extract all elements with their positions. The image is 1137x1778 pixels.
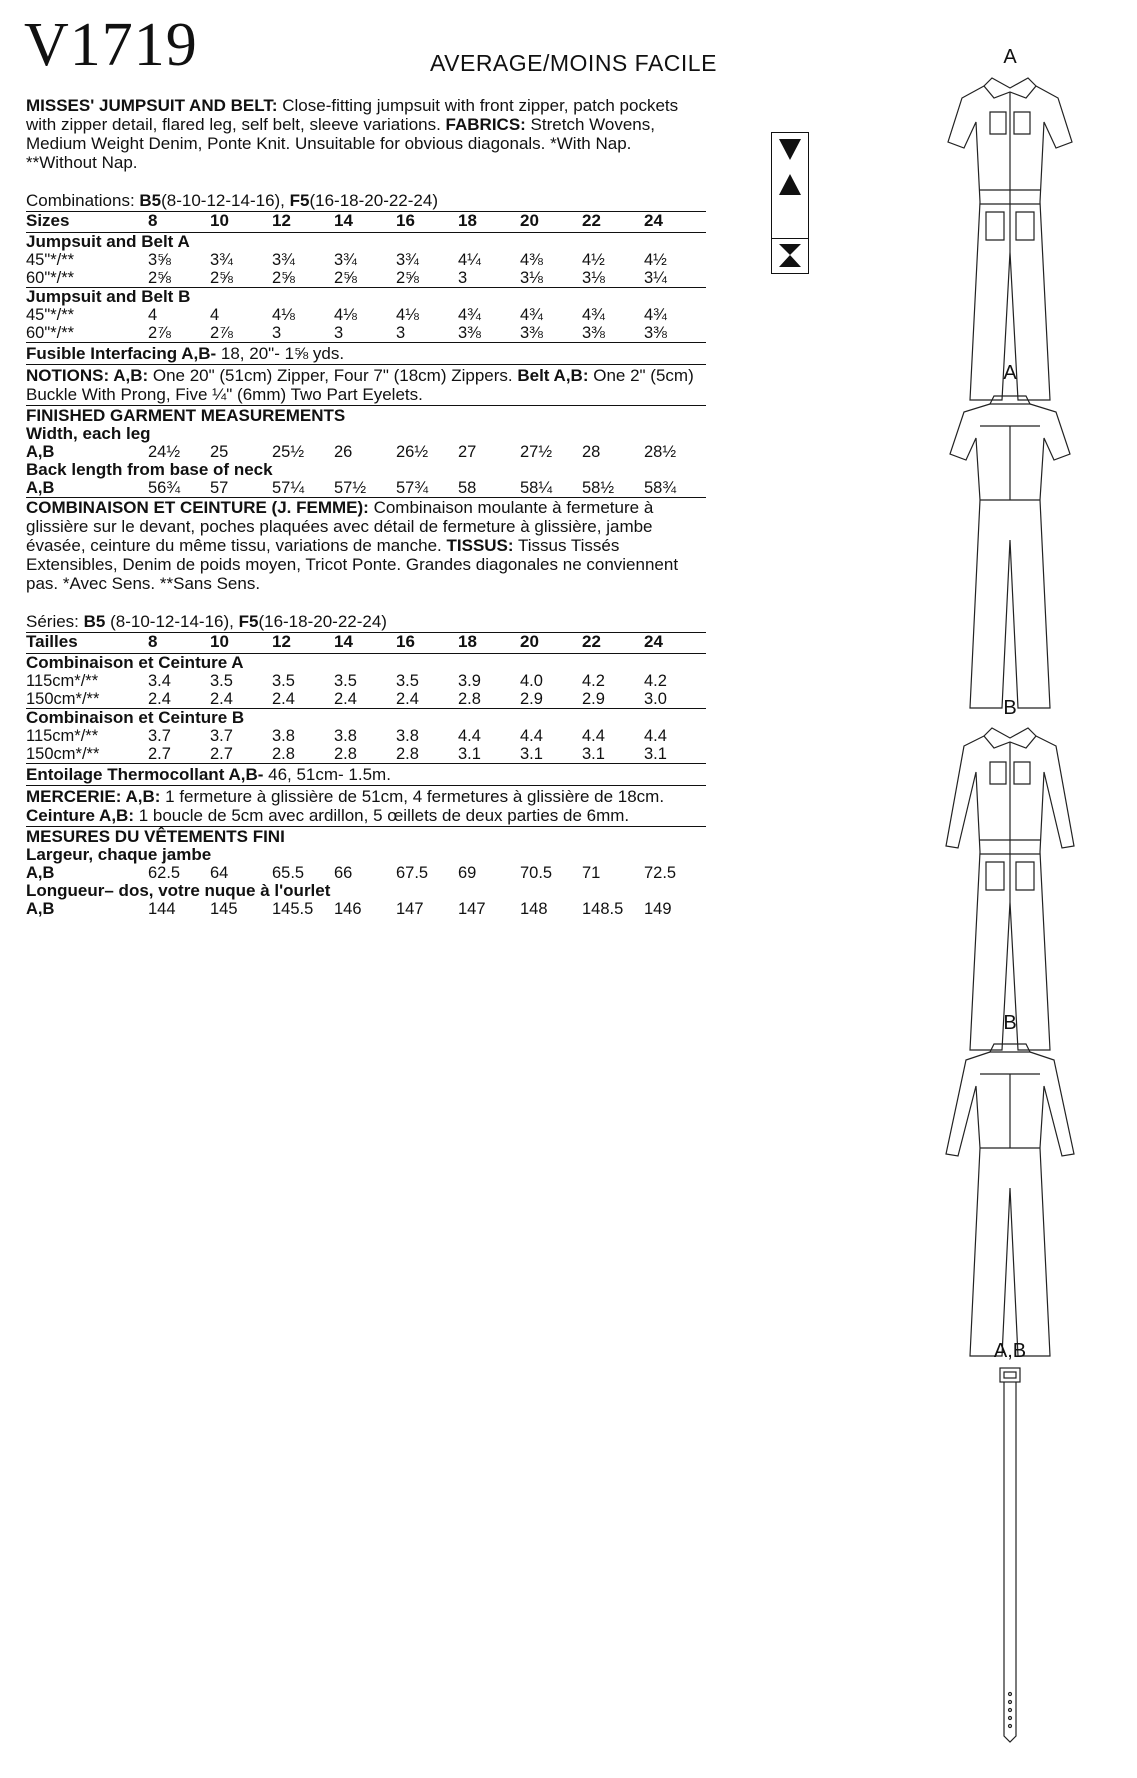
table-cell: 2.4: [334, 690, 396, 709]
row-label: A,B: [26, 443, 55, 461]
belt-notions-label: Ceinture A,B:: [26, 806, 134, 825]
combo-f5-sizes: (16-18-20-22-24): [258, 612, 387, 631]
garment-description: [26, 96, 706, 172]
fabrics-label: FABRICS:: [445, 115, 526, 134]
table-cell: 4¾: [582, 306, 605, 324]
length-title-row: [26, 461, 706, 479]
table-cell: 4¼: [458, 251, 481, 269]
table-row: [26, 690, 706, 709]
table-cell: 3: [396, 324, 458, 343]
table-cell: 2.8: [272, 745, 334, 764]
table-cell: 3¾: [334, 251, 357, 269]
view-a-back-illustration: [940, 390, 1080, 710]
fabrics-text: Tissus Tissés Extensibles, Denim de poids moyen, Tricot Ponte. Grandes diagonales ne conviennent pas. *Avec Sens. **Sans Sens.: [26, 536, 679, 593]
section-title: Width, each leg: [26, 424, 151, 443]
row-label: 150cm*/**: [26, 745, 148, 764]
table-cell: 147: [396, 900, 424, 918]
interfacing-line: [26, 764, 706, 786]
table-row: [26, 251, 706, 269]
table-cell: 72.5: [644, 864, 677, 882]
table-cell: 147: [458, 900, 486, 918]
table-cell: 2⅝: [334, 269, 396, 288]
table-cell: 2.4: [272, 690, 334, 709]
section-title: Jumpsuit and Belt A: [26, 232, 190, 251]
table-cell: 66: [334, 864, 353, 882]
english-section: [26, 96, 706, 498]
row-label: A,B: [26, 864, 55, 882]
table-cell: 26: [334, 443, 353, 461]
table-cell: 3.1: [582, 745, 644, 764]
size-header-cell: 20: [520, 212, 582, 233]
section-title: Longueur– dos, votre nuque à l'ourlet: [26, 881, 331, 900]
table-cell: 4.4: [644, 727, 667, 745]
row-label: 150cm*/**: [26, 690, 148, 709]
table-cell: 57½: [334, 479, 396, 498]
table-cell: 2.4: [396, 690, 458, 709]
row-label: A,B: [26, 900, 55, 918]
size-header-cell: 12: [272, 633, 334, 654]
nap-down-icon: [772, 133, 808, 167]
notions-text: 1 fermeture à glissière de 51cm, 4 fermetures à glissière de 18cm.: [160, 787, 665, 806]
sizes-header-row: [26, 212, 706, 233]
table-cell: 2.4: [148, 690, 210, 709]
table-cell: 3: [334, 324, 396, 343]
blank-symbol: [772, 203, 808, 237]
table-cell: 2⅞: [148, 324, 210, 343]
table-cell: 145: [210, 900, 238, 918]
table-row: [26, 900, 706, 918]
yardage-table: [26, 633, 706, 764]
sizes-header-row: [26, 633, 706, 654]
table-row: [26, 672, 706, 690]
table-row: [26, 864, 706, 882]
size-header-cell: 16: [396, 212, 458, 233]
size-header-cell: 20: [520, 633, 582, 654]
table-cell: 3⅛: [582, 269, 644, 288]
view-b-back-label: B: [1003, 1012, 1017, 1034]
table-cell: 58½: [582, 479, 644, 498]
table-cell: 65.5: [272, 864, 305, 882]
table-cell: 2⅝: [148, 269, 210, 288]
section-title: Combinaison et Ceinture A: [26, 653, 244, 672]
view-a-title-row: [26, 233, 706, 252]
table-cell: 3⅝: [148, 251, 171, 269]
table-cell: 4⅛: [334, 306, 357, 324]
table-cell: 144: [148, 900, 176, 918]
table-cell: 4¾: [520, 306, 543, 324]
table-cell: 57¾: [396, 479, 458, 498]
table-cell: 2⅝: [272, 269, 334, 288]
table-cell: 67.5: [396, 864, 429, 882]
size-header-cell: 12: [272, 212, 334, 233]
table-cell: 70.5: [520, 864, 553, 882]
table-cell: 3.8: [272, 727, 295, 745]
fabrics-label: TISSUS:: [446, 536, 514, 555]
table-cell: 56¾: [148, 479, 210, 498]
table-cell: 3.8: [334, 727, 357, 745]
pattern-number: V1719: [24, 11, 198, 79]
interfacing-text: 46, 51cm- 1.5m.: [263, 765, 391, 784]
table-cell: 3.1: [458, 745, 520, 764]
view-a-back-label: A: [1003, 362, 1017, 384]
description-text: Combinaison moulante à fermeture à glissière sur le devant, poches plaquées avec détail de fermeture à glissière, jambe évasée, ceinture du même tissu, variations de manche.: [26, 498, 654, 555]
table-cell: 2.7: [148, 745, 210, 764]
table-cell: 27: [458, 443, 477, 461]
view-b-back-illustration: [940, 1038, 1080, 1358]
table-cell: 3.7: [148, 727, 171, 745]
table-cell: 4: [210, 306, 220, 324]
table-cell: 3⅜: [520, 324, 582, 343]
size-header-cell: 22: [582, 212, 644, 233]
table-cell: 3.1: [520, 745, 582, 764]
table-cell: 57¼: [272, 479, 334, 498]
section-title: Largeur, chaque jambe: [26, 845, 212, 864]
table-cell: 24½: [148, 443, 181, 461]
combo-b5-sizes: (8-10-12-14-16),: [161, 191, 290, 210]
table-cell: 28½: [644, 443, 677, 461]
table-row: [26, 269, 706, 288]
table-cell: 3¾: [210, 251, 233, 269]
table-cell: 3⅜: [582, 324, 644, 343]
table-cell: 4.0: [520, 672, 543, 690]
combinations-label: Séries:: [26, 612, 84, 631]
combo-f5-sizes: (16-18-20-22-24): [309, 191, 438, 210]
table-cell: 2.8: [458, 690, 520, 709]
table-cell: 3⅜: [458, 324, 520, 343]
nap-symbols-box: [771, 132, 809, 274]
table-row: [26, 443, 706, 461]
size-header-cell: 18: [458, 212, 520, 233]
combo-b5: B5: [83, 612, 106, 631]
table-cell: 4: [148, 306, 158, 324]
finished-measurements-table: [26, 846, 706, 918]
row-label: 45"*/**: [26, 306, 75, 324]
table-cell: 4.4: [458, 727, 481, 745]
table-cell: 3.5: [210, 672, 233, 690]
nap-up-icon: [772, 168, 808, 202]
belt-notions-label: Belt A,B:: [517, 366, 589, 385]
text-column: [26, 96, 706, 918]
table-cell: 4⅜: [520, 251, 543, 269]
table-cell: 4½: [644, 251, 667, 269]
table-cell: 2⅞: [210, 324, 272, 343]
table-cell: 3¼: [644, 269, 706, 288]
table-cell: 2⅝: [396, 269, 458, 288]
table-cell: 2.4: [210, 690, 272, 709]
table-cell: 3.5: [272, 672, 295, 690]
table-cell: 148: [520, 900, 548, 918]
table-cell: 3: [272, 324, 334, 343]
table-cell: 2.7: [210, 745, 272, 764]
table-cell: 3.1: [644, 745, 706, 764]
interfacing-text: 18, 20"- 1⅝ yds.: [216, 344, 345, 363]
size-header-cell: 22: [582, 633, 644, 654]
table-cell: 2.8: [396, 745, 458, 764]
table-cell: 69: [458, 864, 477, 882]
table-cell: 4⅛: [396, 306, 419, 324]
table-cell: 4.4: [520, 727, 543, 745]
size-header-cell: 18: [458, 633, 520, 654]
table-cell: 58¾: [644, 479, 706, 498]
table-cell: 27½: [520, 443, 553, 461]
view-b-front-label: B: [1003, 697, 1017, 719]
view-a-front-illustration: [940, 72, 1080, 402]
notions-label: MERCERIE: A,B:: [26, 787, 161, 806]
garment-description: [26, 498, 706, 593]
table-cell: 71: [582, 864, 601, 882]
size-header-cell: 10: [210, 212, 272, 233]
table-row: [26, 745, 706, 764]
garment-title: COMBINAISON ET CEINTURE (J. FEMME):: [26, 498, 369, 517]
size-header-cell: 14: [334, 212, 396, 233]
yardage-table: [26, 212, 706, 343]
section-title: Back length from base of neck: [26, 460, 273, 479]
row-label: 115cm*/**: [26, 727, 99, 745]
belt-illustration: [990, 1364, 1030, 1744]
fabrics-text: Stretch Wovens, Medium Weight Denim, Ponte Knit. Unsuitable for obvious diagonals. *With Nap. **Without Nap.: [26, 115, 655, 172]
table-cell: 4¾: [458, 306, 481, 324]
row-label: 45"*/**: [26, 251, 75, 269]
table-cell: 3.8: [396, 727, 419, 745]
table-cell: 4.2: [644, 672, 667, 690]
table-cell: 4½: [582, 251, 605, 269]
table-cell: 4.4: [582, 727, 605, 745]
table-cell: 3.0: [644, 690, 706, 709]
notions-block: [26, 786, 706, 827]
table-cell: 3⅛: [520, 269, 582, 288]
table-cell: 3.4: [148, 672, 171, 690]
table-row: [26, 324, 706, 343]
garment-title: MISSES' JUMPSUIT AND BELT:: [26, 96, 278, 115]
section-title: Combinaison et Ceinture B: [26, 708, 245, 727]
finished-measurements-title: FINISHED GARMENT MEASUREMENTS: [26, 406, 346, 425]
finished-measurements-table: [26, 425, 706, 498]
table-cell: 2⅝: [210, 269, 272, 288]
table-cell: 149: [644, 900, 672, 918]
hourglass-icon: [772, 238, 808, 273]
view-b-title-row: [26, 288, 706, 307]
combo-f5: F5: [289, 191, 310, 210]
table-cell: 64: [210, 864, 229, 882]
size-header-cell: 24: [644, 633, 706, 654]
table-cell: 4.2: [582, 672, 605, 690]
table-cell: 3: [458, 269, 520, 288]
notions-label: NOTIONS: A,B:: [26, 366, 149, 385]
notions-text: One 20" (51cm) Zipper, Four 7" (18cm) Zippers.: [148, 366, 518, 385]
row-label: 60"*/**: [26, 324, 148, 343]
table-cell: 25½: [272, 443, 305, 461]
table-cell: 4⅛: [272, 306, 295, 324]
table-cell: 148.5: [582, 900, 624, 918]
view-b-front-illustration: [940, 722, 1080, 1052]
belt-label: A,B: [993, 1340, 1027, 1362]
difficulty-level: AVERAGE/MOINS FACILE: [430, 50, 717, 76]
width-title-row: [26, 846, 706, 864]
belt-notions-text: One 2" (5cm) Buckle With Prong, Five ¼" (6mm) Two Part Eyelets.: [26, 366, 694, 404]
view-b-title-row: [26, 709, 706, 728]
table-cell: 2.9: [520, 690, 582, 709]
table-cell: 3.9: [458, 672, 481, 690]
table-row: [26, 306, 706, 324]
view-a-title-row: [26, 654, 706, 673]
table-cell: 2.8: [334, 745, 396, 764]
table-cell: 2.9: [582, 690, 644, 709]
french-section: [26, 498, 706, 918]
row-label: 60"*/**: [26, 269, 148, 288]
sizes-label: Tailles: [26, 633, 148, 654]
section-title: Jumpsuit and Belt B: [26, 287, 191, 306]
table-cell: 3.5: [334, 672, 357, 690]
table-cell: 3.7: [210, 727, 233, 745]
view-a-front-label: A: [1003, 46, 1017, 68]
size-header-cell: 8: [148, 633, 210, 654]
table-cell: 145.5: [272, 900, 314, 918]
width-title-row: [26, 425, 706, 443]
row-label: 115cm*/**: [26, 672, 99, 690]
table-row: [26, 479, 706, 498]
description-text: Close-fitting jumpsuit with front zipper, patch pockets with zipper detail, flared leg, self belt, sleeve variations.: [26, 96, 679, 134]
combo-f5: F5: [238, 612, 259, 631]
interfacing-line: [26, 343, 706, 365]
belt-notions-text: 1 boucle de 5cm avec ardillon, 5 œillets de deux parties de 6mm.: [134, 806, 630, 825]
combo-b5: B5: [139, 191, 162, 210]
table-cell: 3⅜: [644, 324, 706, 343]
interfacing-label: Entoilage Thermocollant A,B-: [26, 765, 264, 784]
size-header-cell: 10: [210, 633, 272, 654]
table-cell: 58: [458, 479, 520, 498]
size-header-cell: 24: [644, 212, 706, 233]
size-combinations: [26, 612, 706, 633]
combo-b5-sizes: (8-10-12-14-16),: [105, 612, 239, 631]
combinations-label: Combinations:: [26, 191, 140, 210]
length-title-row: [26, 882, 706, 900]
table-cell: 26½: [396, 443, 429, 461]
table-cell: 3.5: [396, 672, 419, 690]
finished-measurements-title: MESURES DU VÊTEMENTS FINI: [26, 827, 285, 846]
size-header-cell: 8: [148, 212, 210, 233]
table-cell: 4¾: [644, 306, 667, 324]
table-cell: 146: [334, 900, 362, 918]
size-combinations: [26, 191, 706, 212]
table-cell: 25: [210, 443, 229, 461]
table-cell: 58¼: [520, 479, 582, 498]
table-cell: 57: [210, 479, 272, 498]
row-label: A,B: [26, 479, 148, 498]
interfacing-label: Fusible Interfacing A,B-: [26, 344, 217, 363]
size-header-cell: 14: [334, 633, 396, 654]
table-cell: 62.5: [148, 864, 181, 882]
table-cell: 3¾: [272, 251, 295, 269]
size-header-cell: 16: [396, 633, 458, 654]
table-cell: 3¾: [396, 251, 419, 269]
notions-block: [26, 365, 706, 406]
table-row: [26, 727, 706, 745]
table-cell: 28: [582, 443, 601, 461]
sizes-label: Sizes: [26, 212, 148, 233]
